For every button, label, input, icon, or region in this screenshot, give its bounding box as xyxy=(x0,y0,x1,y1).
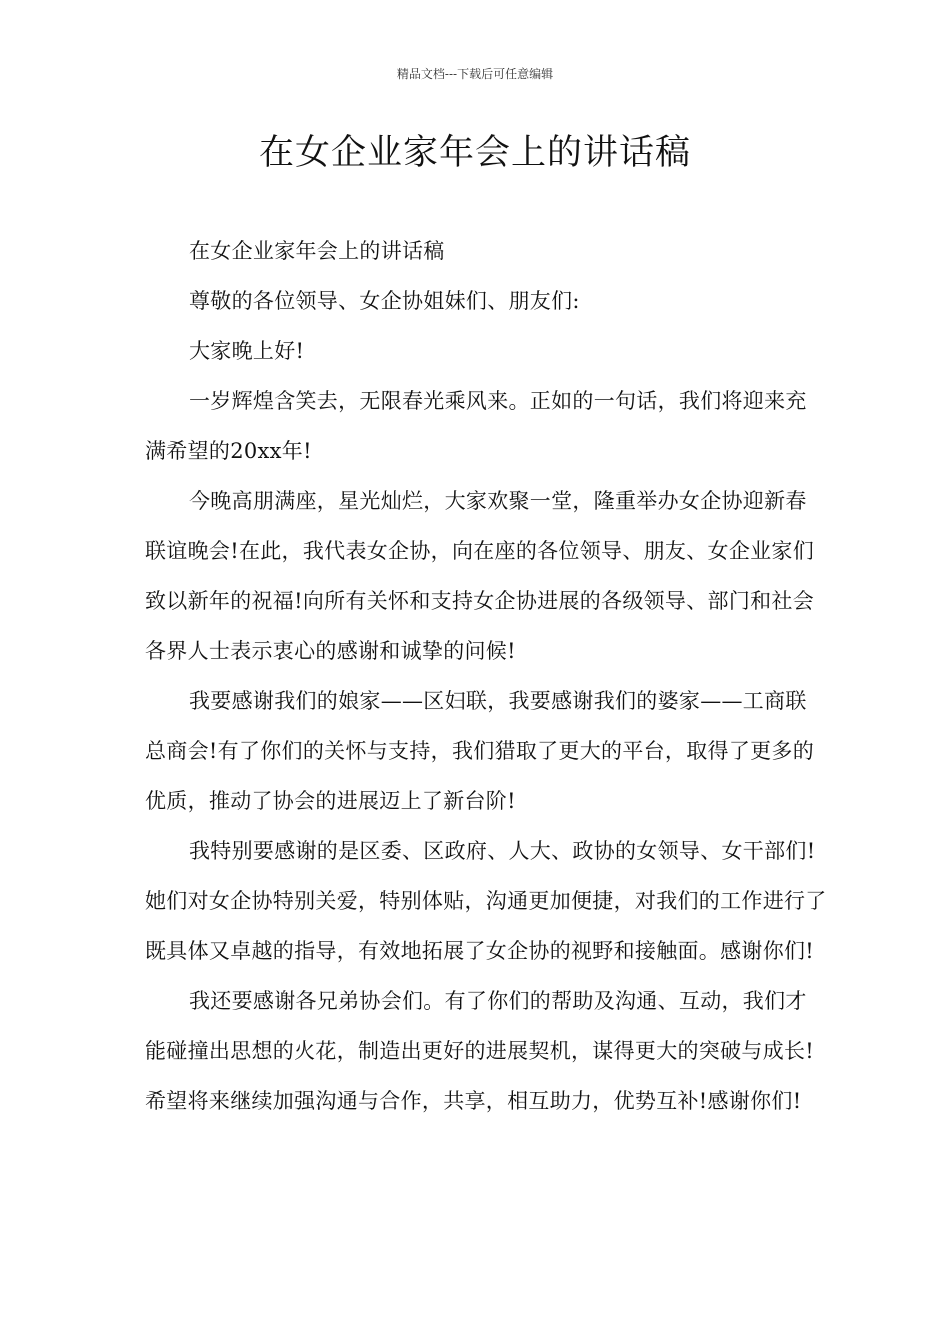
paragraph-thanks-leaders: 我特别要感谢的是区委、区政府、人大、政协的女领导、女干部们!她们对女企协特别关爱，特别体贴，沟通更加便捷，对我们的工作进行了既具体又卓越的指导，有效地拓展了女企协的视野和接触面。感谢你们! xyxy=(145,839,827,963)
paragraph-thanks-associations: 我还要感谢各兄弟协会们。有了你们的帮助及沟通、互动，我们才能碰撞出思想的火花，制造出更好的进展契机，谋得更大的突破与成长!希望将来继续加强沟通与合作，共享，相互助力，优势互补!感谢你们! xyxy=(145,989,815,1113)
paragraph-welcome: 今晚高朋满座，星光灿烂，大家欢聚一堂，隆重举办女企协迎新春联谊晚会!在此，我代表女企协，向在座的各位领导、朋友、女企业家们致以新年的祝福!向所有关怀和支持女企协进展的各级领导、部门和社会各界人士表示衷心的感谢和诚挚的问候! xyxy=(145,489,815,663)
page-header-note: 精品文档---下载后可任意编辑 xyxy=(396,67,554,81)
paragraph-subtitle: 在女企业家年会上的讲话稿 xyxy=(189,239,445,263)
document-title: 在女企业家年会上的讲话稿 xyxy=(258,133,691,173)
paragraph-greeting: 大家晚上好! xyxy=(189,339,305,363)
paragraph-salutation: 尊敬的各位领导、女企协姐妹们、朋友们: xyxy=(189,289,580,313)
paragraph-opening: 一岁辉煌含笑去，无限春光乘风来。正如的一句话，我们将迎来充满希望的20xx年! xyxy=(145,389,807,463)
paragraph-thanks-federation: 我要感谢我们的娘家——区妇联，我要感谢我们的婆家——工商联总商会!有了你们的关怀与支持，我们猎取了更大的平台，取得了更多的优质，推动了协会的进展迈上了新台阶! xyxy=(145,689,815,813)
document-body xyxy=(145,226,827,1126)
